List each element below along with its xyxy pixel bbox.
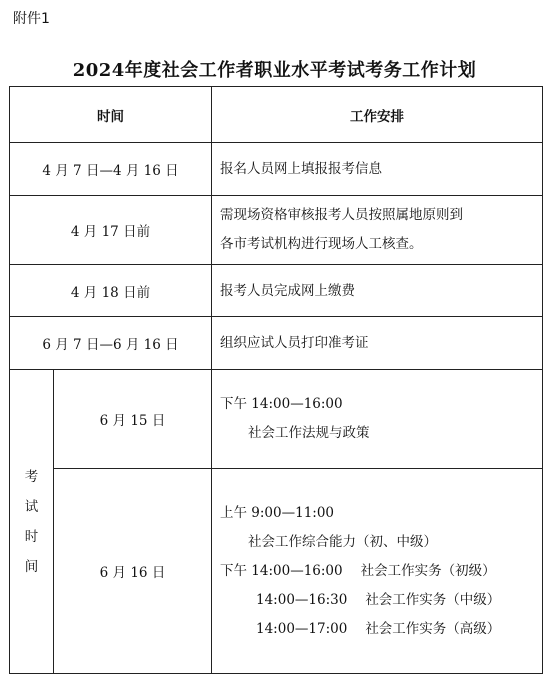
- exam-day2-schedule: [212, 469, 543, 674]
- exam-day1-schedule: [212, 370, 543, 469]
- exam-label-char: 试: [24, 498, 39, 515]
- table-row: [10, 196, 543, 265]
- exam-day2-pm-line: [220, 586, 542, 615]
- table-header-row: [10, 87, 543, 143]
- pm-time: 14:00—16:30: [256, 591, 348, 608]
- pm-subject: 社会工作实务（高级）: [365, 620, 501, 637]
- pm-subject: 社会工作实务（初级）: [360, 562, 496, 579]
- exam-day2-pm-line: [220, 557, 542, 586]
- exam-label-char: 时: [24, 528, 39, 545]
- pm-subject: 社会工作实务（中级）: [365, 591, 501, 608]
- row-task: 报考人员完成网上缴费: [212, 265, 543, 317]
- exam-day2-am-session: 上午 9:00—11:00: [220, 504, 335, 521]
- row-task: [212, 196, 543, 265]
- table-row: [10, 317, 543, 370]
- schedule-table: [9, 86, 543, 674]
- attachment-label: 附件1: [13, 11, 50, 27]
- exam-day2-pm-line: [220, 615, 542, 644]
- exam-day2-date: 6 月 16 日: [54, 469, 212, 674]
- header-time: 时间: [10, 87, 212, 143]
- row-task-line: 需现场资格审核报考人员按照属地原则到: [220, 207, 463, 223]
- row-task-line: 各市考试机构进行现场人工核查。: [220, 236, 423, 252]
- row-task: 报名人员网上填报报考信息: [212, 143, 543, 196]
- pm-time: 14:00—16:00: [251, 562, 343, 579]
- row-time: 6 月 7 日—6 月 16 日: [10, 317, 212, 370]
- exam-day1-subject: 社会工作法规与政策: [248, 425, 370, 441]
- exam-label-char: 间: [24, 558, 39, 575]
- table-row: [10, 265, 543, 317]
- row-time: 4 月 17 日前: [10, 196, 212, 265]
- exam-day1-row: [10, 370, 543, 469]
- exam-day2-row: [10, 469, 543, 674]
- pm-time: 14:00—17:00: [256, 620, 348, 637]
- exam-time-label: [10, 370, 54, 674]
- pm-prefix: 下午: [220, 562, 247, 579]
- exam-day1-session: 下午 14:00—16:00: [220, 396, 343, 412]
- header-task: 工作安排: [212, 87, 543, 143]
- exam-label-char: 考: [24, 468, 39, 485]
- table-row: [10, 143, 543, 196]
- exam-day1-date: 6 月 15 日: [54, 370, 212, 469]
- row-time: 4 月 7 日—4 月 16 日: [10, 143, 212, 196]
- document-title: 2024年度社会工作者职业水平考试考务工作计划: [72, 60, 477, 81]
- row-task: 组织应试人员打印准考证: [212, 317, 543, 370]
- exam-day2-am-subject: 社会工作综合能力（初、中级）: [248, 533, 437, 550]
- row-time: 4 月 18 日前: [10, 265, 212, 317]
